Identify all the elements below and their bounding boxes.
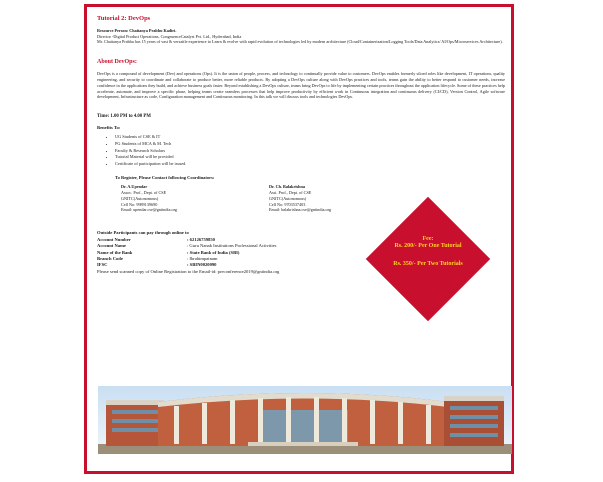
resource-person-bio: Mr. Chaitanya Prabhu has 15 years of vast & versatile experience to Learn & evolve with rapid evolution of technologies led by modern architecture (Cloud/Containerization/Logging Tools/Data Analytics/ AI/Ops/Microservices Architecture).	[97, 39, 503, 45]
coordinator-email: Email: upendar.cse@gniindia.org	[121, 207, 177, 213]
coordinator-card	[269, 184, 409, 213]
payment-value: : State Bank of India (SBI)	[187, 249, 240, 255]
payment-note: Please send scanned copy of Online Registration to the Email-id: preconference2019@gniindia.org	[97, 268, 280, 274]
payment-value: : 62126759850	[187, 236, 215, 242]
campus-building-image	[98, 386, 512, 454]
payment-label: Account Number	[97, 236, 131, 242]
payment-label: IFSC	[97, 262, 108, 268]
coordinator-institute: GNITC(Autonomous)	[121, 195, 159, 201]
register-title: To Register, Please Contact following Coordinators:	[115, 175, 215, 181]
fee-text	[384, 236, 472, 268]
benefits-title: Benefits To:	[97, 125, 121, 131]
coordinator-card	[121, 184, 261, 213]
resource-person-role: Director -Digital Product Operations, CongruenceCatalyst Pvt. Ltd., Hyderabad, India	[97, 33, 242, 39]
coordinator-email: Email: balakrishna.cse@gniindia.org	[269, 207, 332, 213]
coordinator-designation: Asst. Prof., Dept. of CSE	[269, 190, 312, 196]
payment-value: : SBIN0020090	[187, 262, 217, 268]
payment-label: Account Name	[97, 243, 126, 249]
fee-label: Fee:	[422, 236, 434, 242]
benefit-item: • Faculty & Research Scholars	[115, 148, 505, 155]
payment-value: : Ibrahimpatnam	[187, 255, 218, 261]
about-title: About DevOps:	[97, 58, 137, 65]
resource-person: Resource Person: Chaitanya Prabhu Kadiri.	[97, 28, 177, 33]
coordinator-name: Dr. Ch. Balakrishna	[269, 184, 305, 190]
benefit-item: • PG Students of MCA & M. Tech	[115, 141, 505, 148]
payment-label: Name of the Bank	[97, 249, 133, 255]
benefit-item: • Certificate of participation will be issued.	[115, 161, 505, 168]
benefit-item: • UG Students of CSE & IT	[115, 134, 505, 141]
about-text: DevOps is a compound of development (Dev) and operations (Ops). It is the union of people, process, and technology to continually provide value to customers. DevOps enables formerly siloed roles like development, IT operations, quality engineering, and security to coordinate and collaborate to produce better, more reliable products. By adopting a DevOps culture along with DevOps practices and tools, teams gain the ability to better respond to customer needs, increase confidence in the applications they build, and achieve business goals faster. Beyond establishing a DevOps culture, teams bring DevOps to life by implementing certain practices throughout the application lifecycle. Some of these practices help accelerate, automate, and improve a specific phase, helping teams create seamless processes that help improve productivity by efficient work in Continuous integration and continuous delivery (CI/CD), Version Control, Agile software development, Infrastructure as code, Configuration management and Continuous monitoring. In this talk we will discuss tools and technologies DevOps.	[97, 70, 505, 100]
payment-title: Outside Participants can pay through online to	[97, 230, 189, 236]
coordinator-name: Dr. A.Upendar	[121, 184, 148, 190]
benefits-list	[97, 134, 505, 167]
event-time: Time: 1.00 PM to 4.00 PM	[97, 114, 151, 120]
tutorial-title: Tutorial 2: DevOps	[97, 15, 151, 22]
coordinator-institute: GNITC(Autonomous)	[269, 195, 307, 201]
fee-two-tutorials: Rs. 350/- Per Two Tutorials	[393, 260, 463, 267]
benefit-item: • Tutorial Material will be provided	[115, 154, 505, 161]
coordinator-designation: Assoc. Prof., Dept. of CSE	[121, 190, 167, 196]
payment-label: Branch Code	[97, 255, 123, 261]
payment-value: : Guru Nanak Institutions Professional Activities	[187, 243, 277, 249]
coordinator-phone: Cell No: 9989139690	[121, 201, 158, 207]
fee-one-tutorial: Rs. 200/- Per One Tutorial	[394, 243, 462, 250]
coordinator-phone: Cell No: 9703537403	[269, 201, 306, 207]
